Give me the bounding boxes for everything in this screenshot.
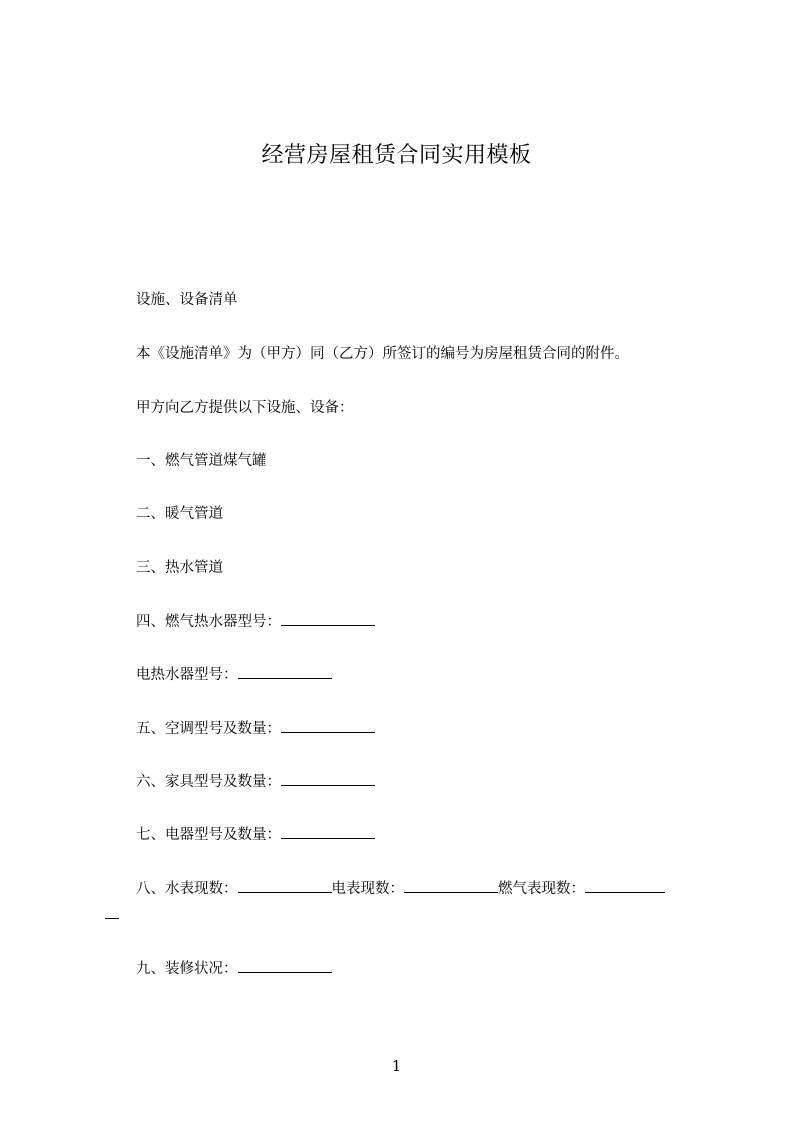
- furniture-label: 六、家具型号及数量：: [136, 774, 281, 790]
- gas-meter-label: 燃气表现数：: [498, 881, 585, 897]
- gas-meter-blank-continuation: [105, 918, 119, 919]
- furniture-blank: [281, 771, 375, 786]
- item-electric-water-heater: [136, 664, 332, 685]
- item-gas-pipeline: 一、燃气管道煤气罐: [136, 453, 267, 469]
- intro-paragraph: 本《设施清单》为（甲方）同（乙方）所签订的编号为房屋租赁合同的附件。: [136, 346, 629, 362]
- air-conditioner-blank: [281, 718, 375, 733]
- decoration-status-label: 九、装修状况：: [136, 961, 238, 977]
- item-air-conditioner: [136, 718, 375, 739]
- item-furniture: [136, 771, 375, 792]
- item-gas-water-heater: [136, 611, 375, 632]
- document-title: 经营房屋租赁合同实用模板: [261, 143, 532, 168]
- electric-meter-blank: [404, 878, 498, 893]
- item-hot-water-pipeline: 三、热水管道: [136, 560, 223, 576]
- water-meter-label: 八、水表现数：: [136, 881, 238, 897]
- provide-paragraph: 甲方向乙方提供以下设施、设备：: [136, 400, 354, 416]
- gas-water-heater-label: 四、燃气热水器型号：: [136, 614, 281, 630]
- appliances-blank: [281, 824, 375, 839]
- page-number: 1: [391, 1057, 402, 1075]
- water-meter-blank: [238, 878, 332, 893]
- appliances-label: 七、电器型号及数量：: [136, 827, 281, 843]
- electric-water-heater-label: 电热水器型号：: [136, 667, 238, 683]
- item-decoration-status: [136, 958, 332, 979]
- gas-water-heater-blank: [281, 611, 375, 626]
- air-conditioner-label: 五、空调型号及数量：: [136, 721, 281, 737]
- item-appliances: [136, 824, 375, 845]
- item-heating-pipeline: 二、暖气管道: [136, 506, 223, 522]
- decoration-status-blank: [238, 958, 332, 973]
- electric-water-heater-blank: [238, 664, 332, 679]
- item-meter-readings: [136, 878, 665, 899]
- electric-meter-label: 电表现数：: [331, 881, 404, 897]
- section-heading: 设施、设备清单: [136, 292, 238, 308]
- gas-meter-blank: [585, 878, 665, 893]
